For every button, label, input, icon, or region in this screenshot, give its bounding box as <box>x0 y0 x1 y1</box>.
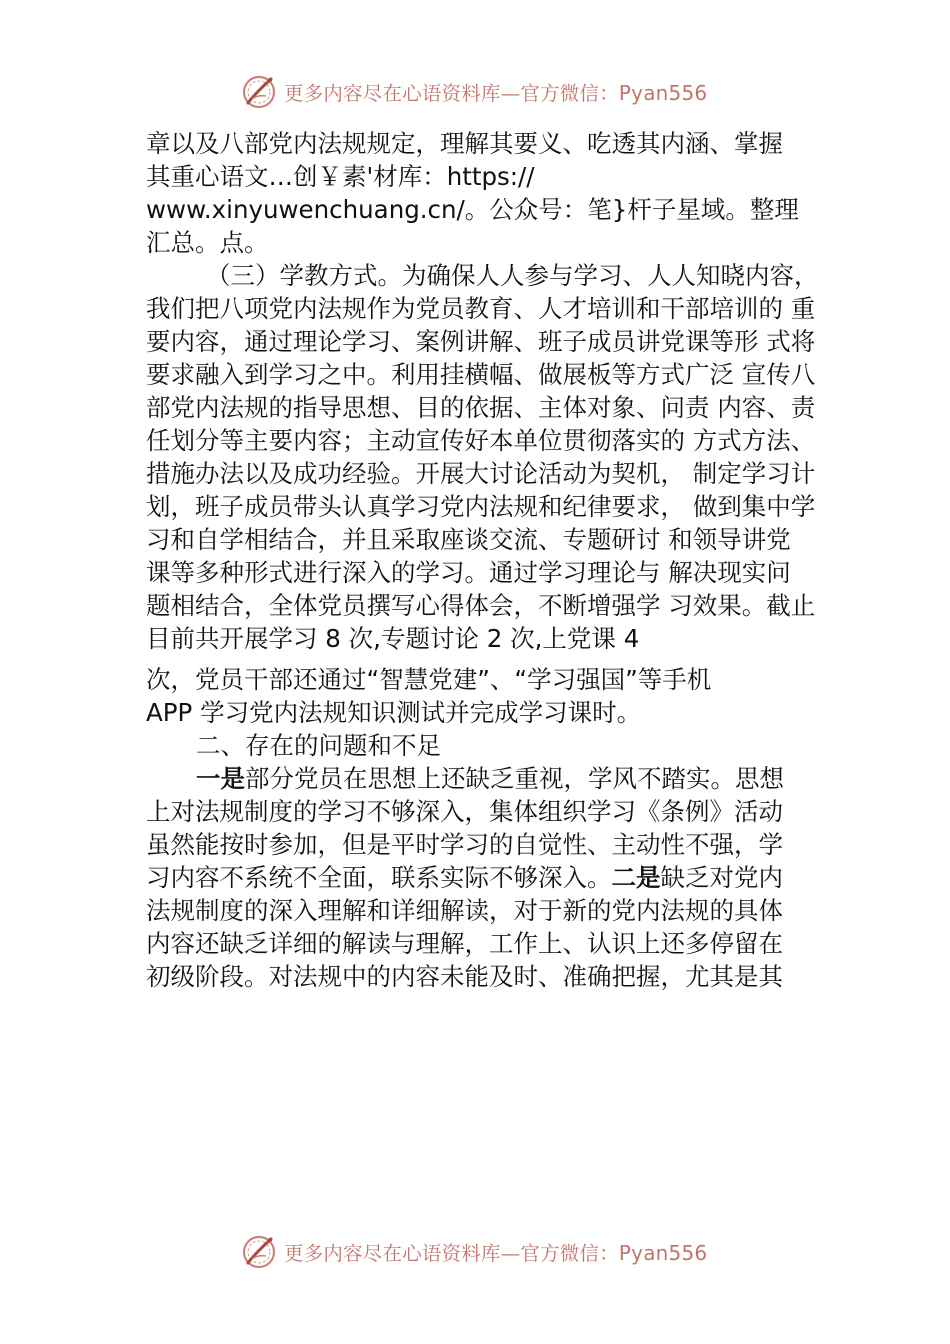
text-line: 我们把八项党内法规作为党员教育、人才培训和干部培训的 重 <box>146 294 816 323</box>
text-line: 虽然能按时参加，但是平时学习的自觉性、主动性不强，学 <box>146 830 783 859</box>
document-body <box>146 127 836 993</box>
text-line: 其重心语文…创￥素'材库：https:// <box>146 162 535 191</box>
bold-lead: 一是 <box>196 764 245 793</box>
text-line: 次，党员干部还通过“智慧党建”、“学习强国”等手机 <box>146 665 712 694</box>
bold-lead: 二是 <box>611 863 661 892</box>
text-line: 法规制度的深入理解和详细解读，对于新的党内法规的具体 <box>146 896 783 925</box>
banner-text <box>284 78 707 106</box>
banner-wechat-id: Pyan556 <box>618 81 708 105</box>
banner-text <box>284 1238 707 1266</box>
banner-wechat-id: Pyan556 <box>618 1241 708 1265</box>
section-heading: 二、存在的问题和不足 <box>196 731 441 760</box>
text-line: APP 学习党内法规知识测试并完成学习课时。 <box>146 698 642 727</box>
text-line: 上对法规制度的学习不够深入，集体组织学习《条例》活动 <box>146 797 783 826</box>
text-line: 任划分等主要内容；主动宣传好本单位贯彻落实的 方式方法、 <box>146 426 816 455</box>
text-line: 初级阶段。对法规中的内容未能及时、准确把握，尤其是其 <box>146 962 783 991</box>
text-line: 措施办法以及成功经验。开展大讨论活动为契机， 制定学习计 <box>146 459 816 488</box>
text-line: 课等多种形式进行深入的学习。通过学习理论与 解决现实问 <box>146 558 791 587</box>
text-line: 部党内法规的指导思想、目的依据、主体对象、问责 内容、责 <box>146 393 816 422</box>
banner-slogan: 更多内容尽在心语资料库—官方微信： <box>284 82 619 105</box>
text-line: 题相结合，全体党员撰写心得体会，不断增强学 习效果。截止 <box>146 591 816 620</box>
text-line: 划，班子成员带头认真学习党内法规和纪律要求， 做到集中学 <box>146 492 816 521</box>
text-line: 内容还缺乏详细的解读与理解，工作上、认识上还多停留在 <box>146 929 783 958</box>
text-span: 部分党员在思想上还缺乏重视，学风不踏实。思想 <box>245 764 784 793</box>
text-line: 习和自学相结合，并且采取座谈交流、专题研讨 和领导讲党 <box>146 525 791 554</box>
text-span: 缺乏对党内 <box>660 863 783 892</box>
text-line: 汇总。点。 <box>146 228 269 257</box>
text-line: 要内容，通过理论学习、案例讲解、班子成员讲党课等形 式将 <box>146 327 816 356</box>
brush-logo-icon <box>240 1233 278 1271</box>
text-line <box>146 762 836 795</box>
footer-watermark-banner <box>240 1232 760 1272</box>
text-line: （三）学教方式。为确保人人参与学习、人人知晓内容， <box>206 261 819 290</box>
brush-logo-icon <box>240 73 278 111</box>
text-line: 要求融入到学习之中。利用挂横幅、做展板等方式广泛 宣传八 <box>146 360 816 389</box>
header-watermark-banner <box>240 72 760 112</box>
banner-slogan: 更多内容尽在心语资料库—官方微信： <box>284 1242 619 1265</box>
text-line: www.xinyuwenchuang.cn/。公众号：笔}杆子星域。整理 <box>146 195 799 224</box>
text-line <box>146 861 836 894</box>
text-line: 目前共开展学习 8 次,专题讨论 2 次,上党课 4 <box>146 624 640 653</box>
text-line: 章以及八部党内法规规定，理解其要义、吃透其内涵、掌握 <box>146 129 783 158</box>
text-span: 习内容不系统不全面，联系实际不够深入。 <box>146 863 612 892</box>
